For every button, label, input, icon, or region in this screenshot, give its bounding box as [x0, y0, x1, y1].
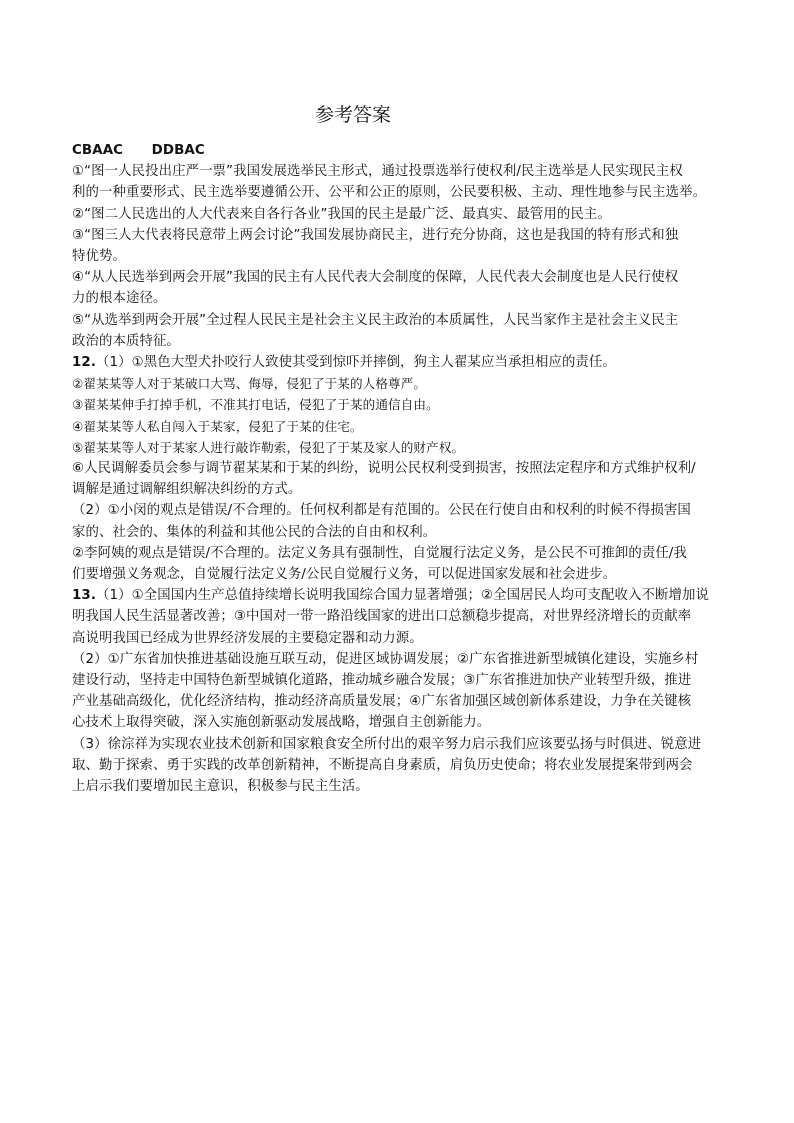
q13-line: 产业基础高级化，优化经济结构，推动经济高质量发展；④广东省加强区域创新体系建设，力争在关键核 [72, 694, 692, 710]
q12-line: ②翟某某等人对于某破口大骂、侮辱，侵犯了于某的人格尊严。 [72, 376, 427, 392]
answer-line: 利的一种重要形式、民主选举要遵循公开、公平和公正的原则，公民要积极、主动、理性地参与民主选举。 [72, 185, 707, 201]
answer-line: ②“图二人民选出的人大代表来自各行各业”我国的民主是最广泛、最真实、最管用的民主。 [72, 206, 611, 222]
q13-line: 高说明我国已经成为世界经济发展的主要稳定器和动力源。 [72, 630, 423, 646]
q13-line: （2）①广东省加快推进基础设施互联互动，促进区域协调发展；②广东省推进新型城镇化建设，实施乡村 [72, 651, 699, 667]
page-title: 参考答案 [314, 104, 391, 126]
answer-line: 特优势。 [72, 249, 126, 265]
q13-line: （1）①全国国内生产总值持续增长说明我国综合国力显著增强；②全国居民人均可支配收入不断增加说 [96, 588, 709, 604]
answer-line: ①“图一人民投出庄严一票”我国发展选举民主形式，通过投票选举行使权利/民主选举是人民实现民主权 [72, 164, 683, 180]
q12-line: （2）①小闵的观点是错误/不合理的。任何权利都是有范围的。公民在行使自由和权利的时候不得损害国 [72, 503, 691, 519]
q12-line: ⑤翟某某等人对于某家人进行敲诈勒索，侵犯了于某及家人的财产权。 [72, 439, 465, 455]
q13-line: 取、勤于探索、勇于实践的改革创新精神，不断提高自身素质，肩负历史使命；将农业发展提案带到两会 [72, 757, 693, 773]
q12-line: 们要增强义务观念，自觉履行法定义务/公民自觉履行义务，可以促进国家发展和社会进步。 [72, 567, 617, 583]
answer-line: 政治的本质特征。 [72, 333, 180, 349]
answer-line: ④“从人民选举到两会开展”我国的民主有人民代表大会制度的保障，人民代表大会制度也是人民行使权 [72, 270, 679, 286]
q12-line: ②李阿姨的观点是错误/不合理的。法定义务具有强制性，自觉履行法定义务，是公民不可推卸的责任/我 [72, 545, 687, 561]
q12-line: ⑥人民调解委员会参与调节翟某某和于某的纠纷，说明公民权利受到损害，按照法定程序和方式维护权利/ [72, 461, 696, 477]
q13-line: （3）徐淙祥为实现农业技术创新和国家粮食安全所付出的艰辛努力启示我们应该要弘扬与时俱进、锐意进 [72, 736, 702, 752]
q12-line: ④翟某某等人私自闯入于某家，侵犯了于某的住宅。 [72, 418, 363, 434]
q12-line: 调解是通过调解组织解决纠纷的方式。 [72, 482, 302, 498]
q12-first-line [72, 352, 734, 373]
answer-line: 力的根本途径。 [72, 291, 167, 307]
q13-line: 心技术上取得突破，深入实施创新驱动发展战略，增强自主创新能力。 [72, 715, 491, 731]
answer-line: ⑤“从选举到两会开展”全过程人民民主是社会主义民主政治的本质属性，人民当家作主是社会主义民主 [72, 312, 679, 328]
q13-first-line [72, 585, 734, 606]
q12-line: （1）①黑色大型犬扑咬行人致使其受到惊吓并摔倒，狗主人翟某应当承担相应的责任。 [96, 355, 616, 371]
q13-line: 建设行动，坚持走中国特色新型城镇化道路，推动城乡融合发展；③广东省推进加快产业转型升级，推进 [72, 673, 692, 689]
q13-number: 13. [72, 588, 97, 604]
q13-line: 明我国人民生活显著改善；③中国对一带一路沿线国家的进出口总额稳步提高，对世界经济增长的贡献率 [72, 609, 692, 625]
q12-line: ③翟某某伸手打掉手机，不准其打电话，侵犯了于某的通信自由。 [72, 397, 439, 413]
q12-line: 家的、社会的、集体的利益和其他公民的合法的自由和权利。 [72, 524, 437, 540]
choice-answers: CBAAC DDBAC [72, 143, 205, 158]
answer-line: ③“图三人大代表将民意带上两会讨论”我国发展协商民主，进行充分协商，这也是我国的特有形式和独 [72, 227, 679, 243]
q13-line: 上启示我们要增加民主意识，积极参与民主生活。 [72, 779, 369, 795]
answer-content [72, 140, 734, 797]
q12-number: 12. [72, 355, 97, 371]
